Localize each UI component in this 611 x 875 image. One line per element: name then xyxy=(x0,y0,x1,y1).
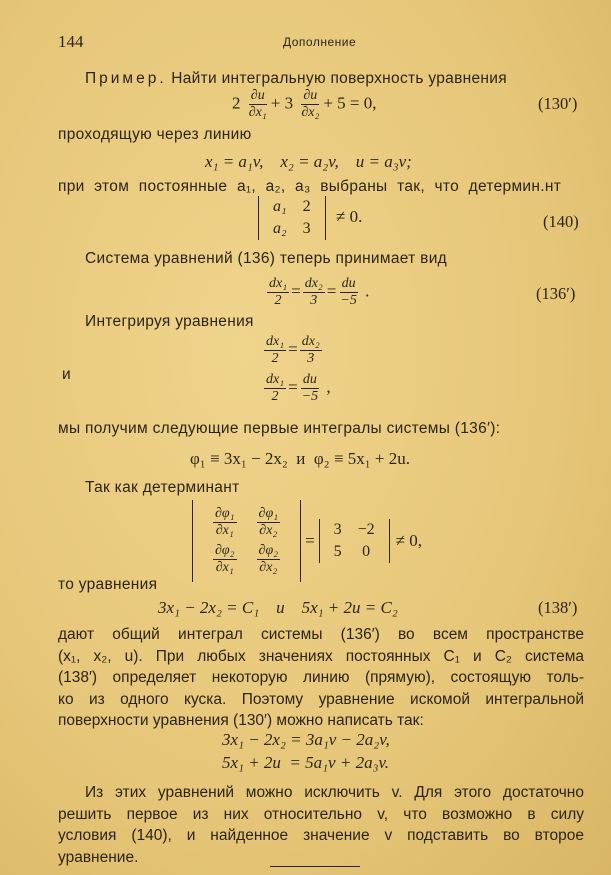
jacobian-cell xyxy=(203,504,247,541)
equation-label-138: (138′) xyxy=(538,598,578,617)
math-text: = xyxy=(288,339,298,359)
equation-label-136: (136′) xyxy=(536,284,576,303)
fraction xyxy=(264,334,286,367)
text-line: (x₁, x₂, u). При любых значениях постоянных C₁ и C₂ система xyxy=(58,647,584,665)
system-text: Система уравнений (136) теперь принимает вид xyxy=(85,250,448,267)
det-relation: ≠ 0. xyxy=(336,207,363,227)
denominator: ∂x₂ xyxy=(301,105,320,120)
equation-b xyxy=(262,372,331,405)
det-cell: 0 xyxy=(362,543,371,560)
equation-label-130: (130′) xyxy=(538,94,578,113)
equation-label-140: (140) xyxy=(543,212,579,231)
numerator: du xyxy=(341,276,356,291)
equation-130 xyxy=(232,88,377,121)
denominator: −5 xyxy=(340,293,357,308)
numerator: du xyxy=(302,372,317,387)
numerator: ∂φ₂ xyxy=(215,543,235,558)
numerator: dx₁ xyxy=(269,276,288,291)
end-rule xyxy=(270,866,360,867)
line-text: проходящую через линию xyxy=(58,126,252,143)
numerator: ∂φ₂ xyxy=(258,543,279,558)
fraction xyxy=(257,543,281,576)
denominator: ∂x₁ xyxy=(215,560,234,575)
fraction xyxy=(257,506,281,539)
numerator: ∂φ₁ xyxy=(215,506,235,521)
fraction xyxy=(300,372,320,405)
paragraph-2 xyxy=(58,782,584,868)
jacobian-cell xyxy=(247,541,291,578)
fraction xyxy=(303,276,325,309)
determinant-140 xyxy=(258,196,362,240)
equation-a xyxy=(262,334,324,367)
final-equation-1: 3x₁ − 2x₂ = 3a₁v − 2a₂v, xyxy=(222,730,390,749)
det-cell: 3 xyxy=(333,521,342,538)
denominator: 2 xyxy=(271,389,279,404)
jacobian-equals: = xyxy=(305,531,315,550)
numeric-matrix xyxy=(319,519,390,563)
det-cell: a₁ xyxy=(273,198,287,215)
numerator: ∂u xyxy=(303,88,318,103)
denominator: ∂x₁ xyxy=(215,523,234,538)
running-title: Дополнение xyxy=(283,35,357,49)
det-cell: a₂ xyxy=(273,220,287,237)
text-line: уравнение. xyxy=(58,848,139,866)
math-text: + 5 = 0, xyxy=(323,93,377,113)
math-text: = xyxy=(288,377,298,397)
example-lead: Пример. xyxy=(85,70,167,87)
jacobian-cell xyxy=(203,541,247,578)
text-line: Из этих уравнений можно исключить v. Для этого достаточно xyxy=(85,784,584,801)
jacobian-determinant xyxy=(192,500,422,582)
equation-138: 3x₁ − 2x₂ = C₁ и 5x₁ + 2u = C₂ xyxy=(158,598,398,617)
jacobian-cell xyxy=(247,504,291,541)
example-text: Найти интегральную поверхность уравнения xyxy=(171,70,507,87)
final-equation-2: 5x₁ + 2u = 5a₁v + 2a₃v. xyxy=(222,753,390,772)
phi-equation: φ₁ ≡ 3x₁ − 2x₂ и φ₂ ≡ 5x₁ + 2u. xyxy=(190,449,410,468)
denominator: −5 xyxy=(301,389,319,404)
det-cell: 3 xyxy=(302,220,311,237)
math-text: = xyxy=(326,281,337,301)
constants-text: при этом постоянные a₁, a₂, a₃ выбраны так, что детермин.нт xyxy=(58,178,562,195)
page-number: 144 xyxy=(58,32,84,51)
math-text: . xyxy=(360,281,370,301)
math-text: = xyxy=(291,281,301,301)
fraction xyxy=(299,88,321,121)
example-intro xyxy=(85,70,507,88)
text-line: условия (140), и найденное значение v подставить во второе xyxy=(58,827,584,844)
denominator: 2 xyxy=(271,351,279,366)
numerator: dx₁ xyxy=(266,334,285,349)
text-line: ко из одного куска. Поэтому уравнение искомой интегральной xyxy=(58,690,584,708)
fraction xyxy=(213,543,237,576)
text-line: решить первое из них относительно v, что возможно в силу xyxy=(58,805,584,823)
then-text: то уравнения xyxy=(58,576,158,593)
and-text: и xyxy=(62,366,71,383)
denominator: 3 xyxy=(310,293,318,308)
numerator: dx₁ xyxy=(266,372,285,387)
paragraph-1 xyxy=(58,624,584,732)
denominator: 3 xyxy=(307,351,315,366)
numerator: dx₂ xyxy=(301,334,320,349)
numerator: ∂φ₁ xyxy=(258,506,279,521)
jacobian-relation: ≠ 0, xyxy=(395,531,423,550)
denominator: ∂x₂ xyxy=(259,523,278,538)
numerator: ∂u xyxy=(250,88,265,103)
fraction xyxy=(338,276,358,309)
integrating-text: Интегрируя уравнения xyxy=(85,313,254,330)
math-text: + 3 xyxy=(270,93,298,113)
math-text: 2 xyxy=(232,93,245,113)
line-equation: x₁ = a₁v, x₂ = a₂v, u = a₃v; xyxy=(205,152,412,171)
fraction xyxy=(264,372,286,405)
fraction xyxy=(267,276,289,309)
fraction xyxy=(247,88,269,121)
text-line: дают общий интеграл системы (136′) во всем пространстве xyxy=(58,626,584,643)
jacobian-matrix xyxy=(192,500,301,582)
fraction xyxy=(300,334,322,367)
det-cell: −2 xyxy=(357,521,375,538)
determinant-matrix xyxy=(258,196,326,240)
since-text: Так как детерминант xyxy=(85,479,240,496)
numerator: dx₂ xyxy=(304,276,323,291)
det-cell: 2 xyxy=(302,198,311,215)
first-integrals-text: мы получим следующие первые интегралы системы (136′): xyxy=(58,420,501,437)
fraction xyxy=(213,506,237,539)
equation-136 xyxy=(265,276,369,309)
denominator: 2 xyxy=(274,293,282,308)
text-line: (138′) определяет некоторую линию (прямую), состоящую толь- xyxy=(58,669,584,686)
denominator: ∂x₂ xyxy=(259,560,278,575)
det-cell: 5 xyxy=(333,543,342,560)
text-line: поверхности уравнения (130′) можно написать так: xyxy=(58,712,424,729)
math-text: , xyxy=(322,377,331,397)
denominator: ∂x₁ xyxy=(248,105,267,120)
